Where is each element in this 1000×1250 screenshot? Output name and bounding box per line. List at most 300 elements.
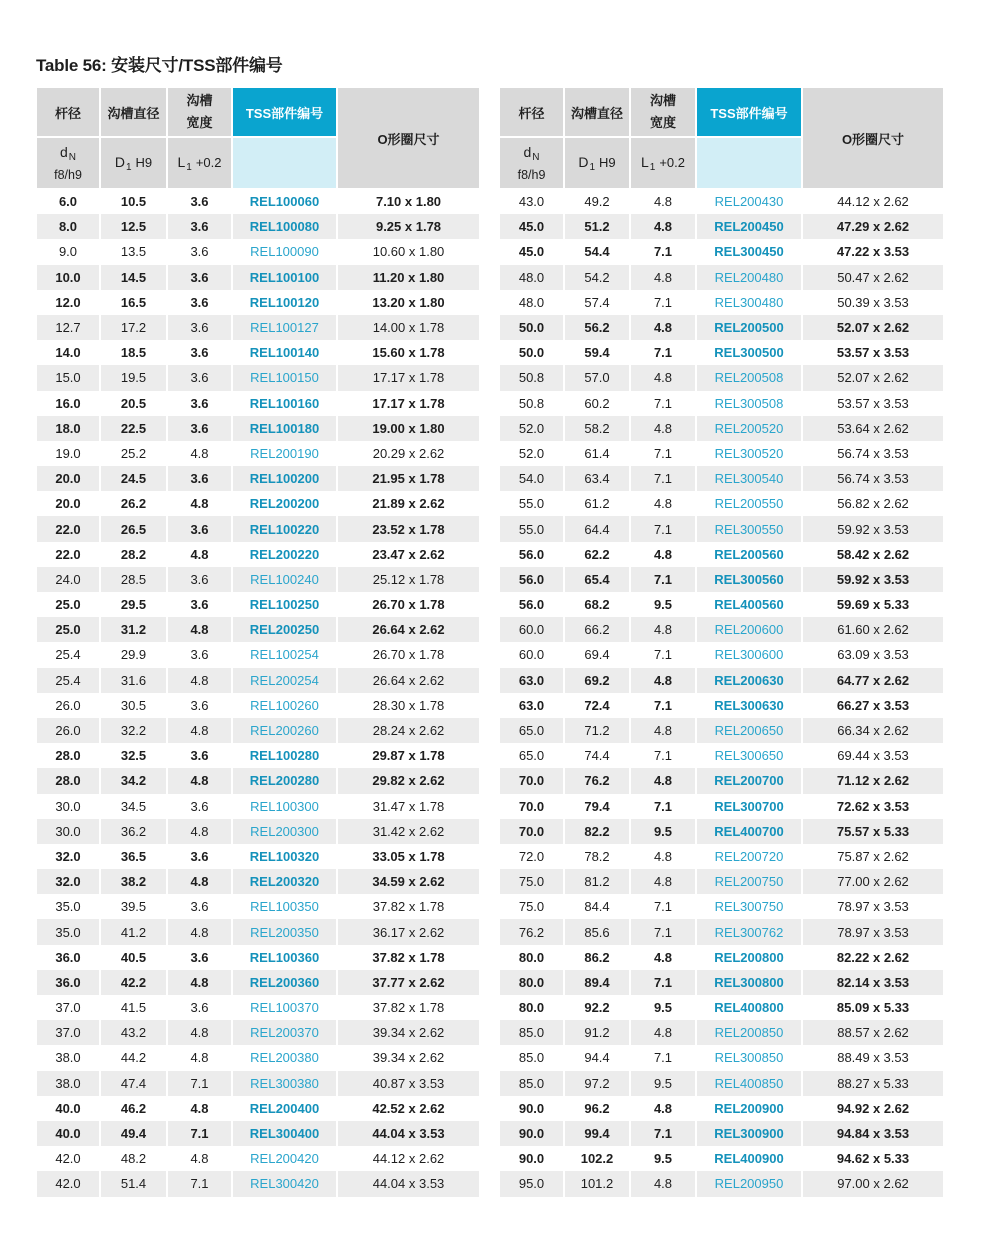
groove-diameter-cell: 26.5: [101, 516, 168, 541]
table-row: [500, 693, 943, 718]
groove-diameter-cell: 18.5: [101, 340, 168, 365]
groove-width-cell: 9.5: [631, 995, 697, 1020]
groove-width-cell: 4.8: [631, 668, 697, 693]
rod-diameter-cell: 18.0: [37, 416, 101, 441]
part-number-cell: REL200750: [697, 869, 803, 894]
groove-width-cell: 3.6: [168, 340, 233, 365]
rod-diameter-cell: 30.0: [37, 819, 101, 844]
part-number-cell: REL200320: [233, 869, 338, 894]
o-ring-size-cell: 77.00 x 2.62: [837, 874, 909, 890]
rod-diameter-cell: 6.0: [37, 189, 101, 214]
groove-width-cell: 4.8: [168, 970, 233, 995]
rod-diameter-cell: 50.8: [500, 365, 565, 390]
part-number-cell: REL300560: [697, 567, 803, 592]
o-ring-size-cell: 9.25 x 1.78: [375, 219, 442, 235]
groove-diameter-cell: 22.5: [101, 416, 168, 441]
rod-diameter-cell: 20.0: [37, 466, 101, 491]
table-row: [500, 416, 943, 441]
table-row: [37, 391, 479, 416]
groove-diameter-cell: 69.2: [565, 668, 631, 693]
table-row: [37, 693, 479, 718]
part-number-cell: REL100220: [233, 516, 338, 541]
groove-width-cell: 4.8: [168, 819, 233, 844]
o-ring-size-cell: 23.52 x 1.78: [372, 521, 445, 537]
part-number-heading: TSS部件编号: [697, 88, 801, 138]
part-number-cell: REL200420: [233, 1146, 338, 1171]
part-number-column-header: [697, 88, 803, 188]
rod-diameter-cell: 35.0: [37, 919, 101, 944]
part-number-cell: REL100150: [233, 365, 338, 390]
rod-diameter-cell: 85.0: [500, 1020, 565, 1045]
rod-diameter-column-header: [500, 88, 565, 188]
part-number-subheading: [697, 138, 801, 188]
groove-diameter-cell: 89.4: [565, 970, 631, 995]
rod-diameter-cell: 30.0: [37, 794, 101, 819]
part-number-cell: REL100240: [233, 567, 338, 592]
o-ring-size-cell: 85.09 x 5.33: [836, 1000, 910, 1016]
part-number-column-header: [233, 88, 338, 188]
part-number-cell: REL200720: [697, 844, 803, 869]
groove-diameter-cell: 71.2: [565, 718, 631, 743]
d1-subscript: 1: [125, 161, 132, 173]
rod-diameter-cell: 60.0: [500, 617, 565, 642]
part-number-cell: REL100200: [233, 466, 338, 491]
table-row: [500, 365, 943, 390]
groove-width-cell: 3.6: [168, 365, 233, 390]
groove-width-cell: 4.8: [631, 945, 697, 970]
groove-width-cell: 4.8: [631, 315, 697, 340]
part-number-cell: REL400800: [697, 995, 803, 1020]
l1-symbol: L: [177, 153, 186, 170]
table-row: [500, 265, 943, 290]
groove-width-cell: 9.5: [631, 592, 697, 617]
dn-subscript: N: [532, 151, 540, 163]
groove-width-cell: 3.6: [168, 315, 233, 340]
groove-diameter-cell: 86.2: [565, 945, 631, 970]
part-number-cell: REL400560: [697, 592, 803, 617]
part-number-cell: REL100370: [233, 995, 338, 1020]
rod-diameter-cell: 24.0: [37, 567, 101, 592]
rod-diameter-cell: 9.0: [37, 239, 101, 264]
o-ring-size-cell: 26.64 x 2.62: [372, 622, 445, 638]
rod-diameter-cell: 50.0: [500, 340, 565, 365]
part-number-cell: REL200900: [697, 1096, 803, 1121]
groove-diameter-cell: 97.2: [565, 1071, 631, 1096]
part-number-cell: REL200280: [233, 768, 338, 793]
o-ring-size-cell: 75.87 x 2.62: [837, 848, 909, 864]
groove-diameter-heading: 沟槽直径: [101, 88, 166, 138]
o-ring-size-cell: 11.20 x 1.80: [372, 269, 445, 285]
table-row: [37, 819, 479, 844]
table-row: [37, 441, 479, 466]
rod-diameter-cell: 50.8: [500, 391, 565, 416]
groove-diameter-cell: 72.4: [565, 693, 631, 718]
groove-width-cell: 4.8: [631, 617, 697, 642]
groove-width-cell: 3.6: [168, 516, 233, 541]
rod-diameter-heading: 杆径: [500, 88, 563, 138]
part-number-cell: REL300450: [697, 239, 803, 264]
table-row: [37, 592, 479, 617]
o-ring-size-cell: 44.04 x 3.53: [372, 1126, 445, 1142]
rod-diameter-cell: 25.0: [37, 592, 101, 617]
groove-width-cell: 4.8: [168, 617, 233, 642]
o-ring-size-cell: 39.34 x 2.62: [372, 1025, 445, 1041]
table-row: [37, 995, 479, 1020]
o-ring-size-cell: 56.74 x 3.53: [837, 471, 909, 487]
groove-width-cell: 7.1: [631, 1045, 697, 1070]
groove-width-column-header: [168, 88, 233, 188]
groove-width-column-header: [631, 88, 697, 188]
table-row: [37, 1171, 479, 1196]
o-ring-size-cell: 50.39 x 3.53: [837, 294, 909, 310]
rod-diameter-cell: 80.0: [500, 995, 565, 1020]
rod-diameter-cell: 48.0: [500, 290, 565, 315]
part-number-cell: REL300508: [697, 391, 803, 416]
part-number-cell: REL100260: [233, 693, 338, 718]
part-number-cell: REL300480: [697, 290, 803, 315]
part-number-cell: REL200190: [233, 441, 338, 466]
groove-diameter-cell: 13.5: [101, 239, 168, 264]
part-number-cell: REL200520: [697, 416, 803, 441]
groove-diameter-cell: 29.5: [101, 592, 168, 617]
table-row: [37, 290, 479, 315]
table-row: [37, 542, 479, 567]
o-ring-size-cell: 97.00 x 2.62: [837, 1176, 909, 1192]
rod-diameter-cell: 65.0: [500, 718, 565, 743]
rod-diameter-cell: 42.0: [37, 1146, 101, 1171]
groove-diameter-cell: 68.2: [565, 592, 631, 617]
o-ring-size-cell: 17.17 x 1.78: [372, 395, 445, 411]
groove-width-cell: 3.6: [168, 416, 233, 441]
table-row: [500, 1121, 943, 1146]
table-row: [500, 919, 943, 944]
table-row: [500, 214, 943, 239]
part-number-cell: REL100320: [233, 844, 338, 869]
o-ring-size-cell: 21.95 x 1.78: [372, 471, 445, 487]
part-number-cell: REL100160: [233, 391, 338, 416]
table-row: [37, 265, 479, 290]
groove-diameter-cell: 12.5: [101, 214, 168, 239]
part-number-cell: REL300380: [233, 1071, 338, 1096]
groove-width-cell: 4.8: [168, 1020, 233, 1045]
part-number-cell: REL300540: [697, 466, 803, 491]
o-ring-size-cell: 52.07 x 2.62: [836, 320, 910, 336]
table-row: [500, 819, 943, 844]
groove-width-cell: 4.8: [631, 869, 697, 894]
o-ring-size-cell: 25.12 x 1.78: [372, 571, 445, 587]
rod-diameter-cell: 90.0: [500, 1096, 565, 1121]
table-row: [37, 214, 479, 239]
part-number-cell: REL400850: [697, 1071, 803, 1096]
part-number-cell: REL200480: [697, 265, 803, 290]
groove-diameter-symbol-cell: [565, 138, 629, 188]
groove-width-cell: 7.1: [631, 466, 697, 491]
groove-width-cell: 4.8: [168, 1096, 233, 1121]
table-row: [37, 239, 479, 264]
table-row: [37, 340, 479, 365]
groove-diameter-cell: 81.2: [565, 869, 631, 894]
groove-diameter-cell: 10.5: [101, 189, 168, 214]
groove-width-cell: 3.6: [168, 214, 233, 239]
o-ring-size-cell: 21.89 x 2.62: [372, 496, 445, 512]
table-row: [500, 617, 943, 642]
part-number-cell: REL200200: [233, 491, 338, 516]
rod-diameter-cell: 70.0: [500, 794, 565, 819]
groove-diameter-cell: 74.4: [565, 743, 631, 768]
o-ring-size-cell: 14.00 x 1.78: [372, 320, 445, 336]
part-number-cell: REL100060: [233, 189, 338, 214]
groove-width-cell: 7.1: [631, 290, 697, 315]
table-row: [37, 743, 479, 768]
table-row: [500, 340, 943, 365]
rod-diameter-cell: 28.0: [37, 743, 101, 768]
groove-width-cell: 9.5: [631, 1146, 697, 1171]
groove-diameter-cell: 19.5: [101, 365, 168, 390]
groove-width-cell: 4.8: [631, 1020, 697, 1045]
o-ring-size-cell: 37.82 x 1.78: [372, 1000, 445, 1016]
o-ring-size-cell: 52.07 x 2.62: [837, 370, 909, 386]
groove-diameter-symbol: [115, 152, 152, 175]
part-number-cell: REL100350: [233, 894, 338, 919]
o-ring-size-cell: 40.87 x 3.53: [372, 1075, 445, 1091]
groove-diameter-cell: 96.2: [565, 1096, 631, 1121]
table-row: [37, 617, 479, 642]
table-row: [500, 1071, 943, 1096]
part-number-cell: REL300650: [697, 743, 803, 768]
o-ring-size-cell: 94.62 x 5.33: [836, 1151, 910, 1167]
rod-diameter-cell: 42.0: [37, 1171, 101, 1196]
rod-diameter-cell: 15.0: [37, 365, 101, 390]
rod-diameter-cell: 60.0: [500, 642, 565, 667]
groove-diameter-cell: 65.4: [565, 567, 631, 592]
rod-diameter-cell: 25.4: [37, 642, 101, 667]
table-row: [37, 189, 479, 214]
o-ring-size-cell: 7.10 x 1.80: [375, 194, 442, 210]
part-number-cell: REL200560: [697, 542, 803, 567]
part-number-cell: REL100140: [233, 340, 338, 365]
table-row: [500, 869, 943, 894]
table-row: [500, 718, 943, 743]
groove-diameter-cell: 54.2: [565, 265, 631, 290]
groove-width-cell: 4.8: [631, 491, 697, 516]
o-ring-size-cell: 47.22 x 3.53: [836, 244, 910, 260]
groove-width-cell: 3.6: [168, 844, 233, 869]
part-number-cell: REL200500: [697, 315, 803, 340]
groove-width-heading: [168, 88, 231, 138]
groove-diameter-cell: 54.4: [565, 239, 631, 264]
groove-width-cell: 3.6: [168, 794, 233, 819]
rod-diameter-cell: 32.0: [37, 844, 101, 869]
rod-diameter-cell: 70.0: [500, 768, 565, 793]
groove-diameter-cell: 56.2: [565, 315, 631, 340]
o-ring-size-cell: 23.47 x 2.62: [372, 546, 445, 562]
part-number-cell: REL200370: [233, 1020, 338, 1045]
table-header: [37, 88, 479, 188]
part-number-heading: TSS部件编号: [233, 88, 336, 138]
rod-diameter-cell: 10.0: [37, 265, 101, 290]
o-ring-size-cell: 39.34 x 2.62: [372, 1050, 445, 1066]
rod-diameter-symbol-cell: [500, 138, 563, 188]
groove-width-cell: 7.1: [168, 1071, 233, 1096]
part-number-cell: REL300700: [697, 794, 803, 819]
o-ring-size-cell: 26.70 x 1.78: [372, 647, 445, 663]
rod-diameter-cell: 90.0: [500, 1121, 565, 1146]
groove-diameter-cell: 59.4: [565, 340, 631, 365]
groove-diameter-cell: 38.2: [101, 869, 168, 894]
part-number-cell: REL100254: [233, 642, 338, 667]
rod-diameter-cell: 19.0: [37, 441, 101, 466]
o-ring-size-cell: 63.09 x 3.53: [837, 647, 909, 663]
size-table-right: [500, 88, 943, 1197]
rod-diameter-cell: 55.0: [500, 516, 565, 541]
groove-diameter-cell: 51.4: [101, 1171, 168, 1196]
groove-diameter-cell: 42.2: [101, 970, 168, 995]
groove-diameter-cell: 46.2: [101, 1096, 168, 1121]
groove-width-cell: 3.6: [168, 995, 233, 1020]
o-ring-size-cell: 44.12 x 2.62: [837, 194, 909, 210]
table-row: [500, 970, 943, 995]
table-body: [500, 189, 943, 1197]
part-number-subheading: [233, 138, 336, 188]
table-row: [37, 768, 479, 793]
rod-diameter-cell: 37.0: [37, 1020, 101, 1045]
groove-width-symbol: [177, 152, 221, 175]
groove-diameter-cell: 28.2: [101, 542, 168, 567]
table-row: [500, 1146, 943, 1171]
groove-width-cell: 9.5: [631, 1071, 697, 1096]
d1-tolerance: H9: [135, 154, 153, 170]
o-ring-size-cell: 20.29 x 2.62: [372, 445, 445, 461]
groove-width-cell: 7.1: [631, 340, 697, 365]
part-number-cell: REL200950: [697, 1171, 803, 1196]
rod-diameter-cell: 50.0: [500, 315, 565, 340]
rod-diameter-cell: 70.0: [500, 819, 565, 844]
groove-width-cell: 7.1: [631, 919, 697, 944]
groove-width-cell: 4.8: [631, 542, 697, 567]
groove-width-cell: 7.1: [631, 794, 697, 819]
rod-diameter-cell: 63.0: [500, 668, 565, 693]
groove-diameter-cell: 82.2: [565, 819, 631, 844]
groove-diameter-cell: 94.4: [565, 1045, 631, 1070]
part-number-cell: REL100080: [233, 214, 338, 239]
groove-width-heading-text: 沟槽宽度: [186, 93, 213, 130]
table-row: [37, 1071, 479, 1096]
groove-width-cell: 7.1: [631, 567, 697, 592]
groove-width-cell: 7.1: [631, 391, 697, 416]
groove-width-cell: 7.1: [631, 1121, 697, 1146]
part-number-cell: REL300750: [697, 894, 803, 919]
part-number-cell: REL200360: [233, 970, 338, 995]
groove-width-cell: 4.8: [168, 1146, 233, 1171]
o-ring-size-cell: 82.14 x 3.53: [836, 974, 910, 990]
rod-diameter-cell: 37.0: [37, 995, 101, 1020]
o-ring-size-cell: 64.77 x 2.62: [836, 672, 910, 688]
o-ring-size-cell: 66.27 x 3.53: [836, 697, 910, 713]
o-ring-size-cell: 69.44 x 3.53: [837, 748, 909, 764]
groove-diameter-cell: 76.2: [565, 768, 631, 793]
groove-diameter-cell: 49.2: [565, 189, 631, 214]
table-row: [500, 491, 943, 516]
groove-width-symbol-cell: [168, 138, 231, 188]
o-ring-size-cell: 56.74 x 3.53: [837, 445, 909, 461]
table-row: [37, 1045, 479, 1070]
groove-width-cell: 3.6: [168, 239, 233, 264]
l1-symbol: L: [640, 153, 649, 170]
o-ring-size-cell: 78.97 x 3.53: [837, 924, 909, 940]
groove-diameter-cell: 28.5: [101, 567, 168, 592]
rod-diameter-symbol: [523, 142, 539, 165]
d1-subscript: 1: [589, 161, 596, 173]
table-row: [500, 794, 943, 819]
rod-diameter-tolerance: f8/h9: [517, 167, 546, 182]
rod-diameter-cell: 26.0: [37, 693, 101, 718]
groove-width-heading: [631, 88, 695, 138]
rod-diameter-cell: 56.0: [500, 592, 565, 617]
groove-diameter-cell: 36.2: [101, 819, 168, 844]
groove-width-cell: 7.1: [631, 441, 697, 466]
groove-diameter-column-header: [565, 88, 631, 188]
groove-width-cell: 7.1: [631, 970, 697, 995]
l1-tolerance: +0.2: [195, 154, 222, 170]
part-number-cell: REL200630: [697, 668, 803, 693]
groove-diameter-cell: 36.5: [101, 844, 168, 869]
groove-diameter-cell: 39.5: [101, 894, 168, 919]
o-ring-size-cell: 33.05 x 1.78: [372, 848, 445, 864]
groove-diameter-cell: 102.2: [565, 1146, 631, 1171]
table-row: [37, 365, 479, 390]
groove-diameter-cell: 25.2: [101, 441, 168, 466]
table-row: [37, 970, 479, 995]
groove-width-cell: 4.8: [168, 542, 233, 567]
rod-diameter-cell: 25.4: [37, 668, 101, 693]
o-ring-size-cell: 94.92 x 2.62: [836, 1100, 910, 1116]
o-ring-size-cell: 61.60 x 2.62: [837, 622, 909, 638]
o-ring-size-cell: 42.52 x 2.62: [372, 1100, 445, 1116]
part-number-cell: REL300500: [697, 340, 803, 365]
o-ring-size-cell: 59.92 x 3.53: [837, 521, 909, 537]
rod-diameter-cell: 32.0: [37, 869, 101, 894]
groove-width-cell: 3.6: [168, 945, 233, 970]
groove-width-cell: 3.6: [168, 265, 233, 290]
part-number-cell: REL300550: [697, 516, 803, 541]
o-ring-size-cell: 10.60 x 1.80: [372, 244, 445, 260]
table-row: [500, 768, 943, 793]
o-ring-size-cell: 37.77 x 2.62: [372, 974, 445, 990]
groove-width-cell: 3.6: [168, 743, 233, 768]
o-ring-size-cell: 34.59 x 2.62: [372, 874, 445, 890]
part-number-cell: REL200600: [697, 617, 803, 642]
part-number-cell: REL200850: [697, 1020, 803, 1045]
d1-symbol: D: [578, 153, 589, 170]
table-row: [37, 844, 479, 869]
groove-width-cell: 4.8: [631, 1096, 697, 1121]
o-ring-size-cell: 44.12 x 2.62: [372, 1151, 445, 1167]
rod-diameter-heading: 杆径: [37, 88, 99, 138]
groove-width-cell: 3.6: [168, 189, 233, 214]
d1-tolerance: H9: [599, 154, 616, 170]
table-row: [500, 642, 943, 667]
part-number-cell: REL200254: [233, 668, 338, 693]
part-number-cell: REL200800: [697, 945, 803, 970]
groove-width-cell: 3.6: [168, 642, 233, 667]
part-number-cell: REL200430: [697, 189, 803, 214]
o-ring-size-cell: 53.57 x 3.53: [836, 345, 910, 361]
rod-diameter-cell: 45.0: [500, 239, 565, 264]
part-number-cell: REL300400: [233, 1121, 338, 1146]
groove-diameter-cell: 99.4: [565, 1121, 631, 1146]
rod-diameter-cell: 36.0: [37, 945, 101, 970]
rod-diameter-cell: 25.0: [37, 617, 101, 642]
